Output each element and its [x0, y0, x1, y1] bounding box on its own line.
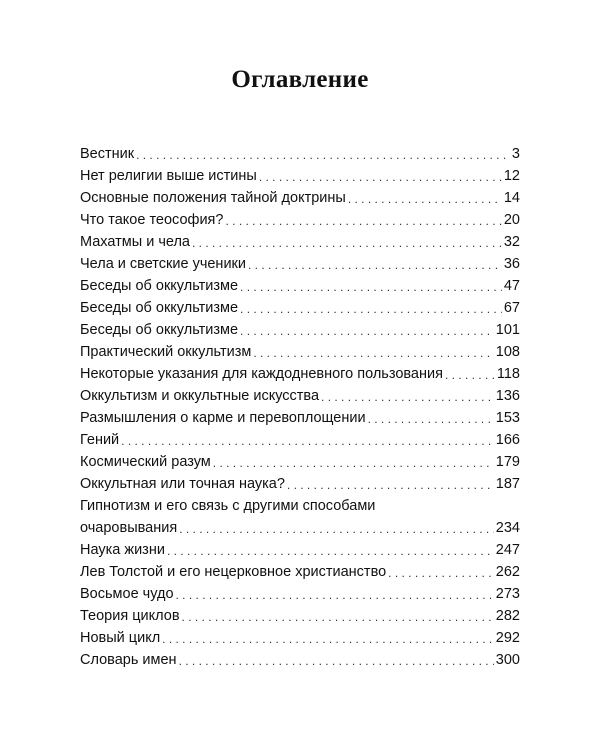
toc-entry-title: Основные положения тайной доктрины — [80, 190, 346, 206]
toc-entry-title: Беседы об оккультизме — [80, 322, 239, 338]
toc-entry-title: Вестник — [80, 146, 135, 162]
toc-entry — [80, 649, 520, 671]
dot-leader — [259, 171, 502, 187]
toc-entry-page: 179 — [495, 454, 520, 470]
page-title: Оглавление — [231, 66, 369, 93]
toc-entry-page: 20 — [503, 212, 520, 228]
dot-leader — [287, 479, 494, 495]
toc-entry-page: 12 — [503, 168, 520, 184]
toc-entry-title: Оккультизм и оккультные искусства — [80, 388, 320, 404]
toc-entry-page: 247 — [495, 542, 520, 558]
toc-entry — [80, 627, 520, 649]
toc-entry — [80, 209, 520, 231]
toc-entry-title: Гипнотизм и его связь с другими способами — [80, 498, 376, 514]
dot-leader — [182, 611, 494, 627]
dot-leader — [179, 523, 494, 539]
dot-leader — [162, 633, 494, 649]
toc-entry-page: 187 — [495, 476, 520, 492]
toc-entry-page: 3 — [511, 146, 520, 162]
toc-entry — [80, 495, 520, 539]
toc-entry-title: Словарь имен — [80, 652, 177, 668]
toc-entry — [80, 319, 520, 341]
toc-entry-page: 14 — [503, 190, 520, 206]
dot-leader — [176, 589, 494, 605]
dot-leader — [248, 259, 502, 275]
toc-entry-page: 36 — [503, 256, 520, 272]
toc-entry-title: Беседы об оккультизме — [80, 278, 239, 294]
toc-entry-page: 118 — [496, 366, 520, 382]
toc-entry — [80, 275, 520, 297]
dot-leader — [388, 567, 494, 583]
toc-entry-page: 234 — [495, 520, 520, 536]
toc-entry — [80, 561, 520, 583]
dot-leader — [225, 215, 501, 231]
toc-entry-title: Восьмое чудо — [80, 586, 174, 602]
toc-entry-title: Что такое теософия? — [80, 212, 224, 228]
toc-entry — [80, 583, 520, 605]
dot-leader — [445, 369, 495, 385]
toc-entry-page: 108 — [495, 344, 520, 360]
toc-entry-title: Некоторые указания для каждодневного пользования — [80, 366, 443, 382]
dot-leader — [240, 303, 502, 319]
toc-entry-title: Размышления о карме и перевоплощении — [80, 410, 366, 426]
toc-entry-page: 300 — [495, 652, 520, 668]
toc-entry-title: Оккультная или точная наука? — [80, 476, 285, 492]
toc-entry-page: 47 — [503, 278, 520, 294]
toc-entry-page: 262 — [495, 564, 520, 580]
toc-entry — [80, 473, 520, 495]
toc-entry — [80, 363, 520, 385]
dot-leader — [348, 193, 502, 209]
toc-entry — [80, 451, 520, 473]
toc-entry-page: 67 — [503, 300, 520, 316]
dot-leader — [321, 391, 494, 407]
toc-entry — [80, 539, 520, 561]
toc-entry-page: 273 — [495, 586, 520, 602]
toc-entry-title: Космический разум — [80, 454, 211, 470]
toc-entry-title: Практический оккультизм — [80, 344, 252, 360]
dot-leader — [121, 435, 494, 451]
toc-entry — [80, 253, 520, 275]
toc-entry-page: 101 — [495, 322, 520, 338]
toc-entry — [80, 297, 520, 319]
toc-entry-title: Махатмы и чела — [80, 234, 190, 250]
toc-entry-page: 136 — [495, 388, 520, 404]
toc-entry-page: 292 — [495, 630, 520, 646]
toc-entry-title: Гений — [80, 432, 120, 448]
toc-entry — [80, 605, 520, 627]
dot-leader — [368, 413, 494, 429]
dot-leader — [179, 655, 494, 671]
toc-entry-title: Беседы об оккультизме — [80, 300, 239, 316]
table-of-contents — [80, 143, 520, 671]
toc-entry-title: Теория циклов — [80, 608, 180, 624]
toc-entry — [80, 187, 520, 209]
toc-entry — [80, 231, 520, 253]
toc-entry — [80, 407, 520, 429]
dot-leader — [240, 325, 494, 341]
dot-leader — [192, 237, 502, 253]
toc-entry-title: Нет религии выше истины — [80, 168, 257, 184]
toc-entry-page: 166 — [495, 432, 520, 448]
toc-entry-page: 32 — [503, 234, 520, 250]
dot-leader — [213, 457, 494, 473]
toc-entry-page: 282 — [495, 608, 520, 624]
toc-entry-title: Лев Толстой и его нецерковное христианство — [80, 564, 387, 580]
toc-entry — [80, 165, 520, 187]
toc-entry — [80, 429, 520, 451]
toc-entry — [80, 385, 520, 407]
toc-entry-title: Наука жизни — [80, 542, 165, 558]
toc-entry — [80, 341, 520, 363]
dot-leader — [136, 149, 510, 165]
toc-entry-title: Чела и светские ученики — [80, 256, 246, 272]
toc-entry — [80, 143, 520, 165]
toc-entry-continuation — [80, 517, 520, 539]
toc-entry-page: 153 — [495, 410, 520, 426]
dot-leader — [167, 545, 494, 561]
dot-leader — [240, 281, 502, 297]
toc-entry-title-continued: очаровывания — [80, 520, 178, 536]
dot-leader — [253, 347, 493, 363]
toc-entry-title: Новый цикл — [80, 630, 161, 646]
